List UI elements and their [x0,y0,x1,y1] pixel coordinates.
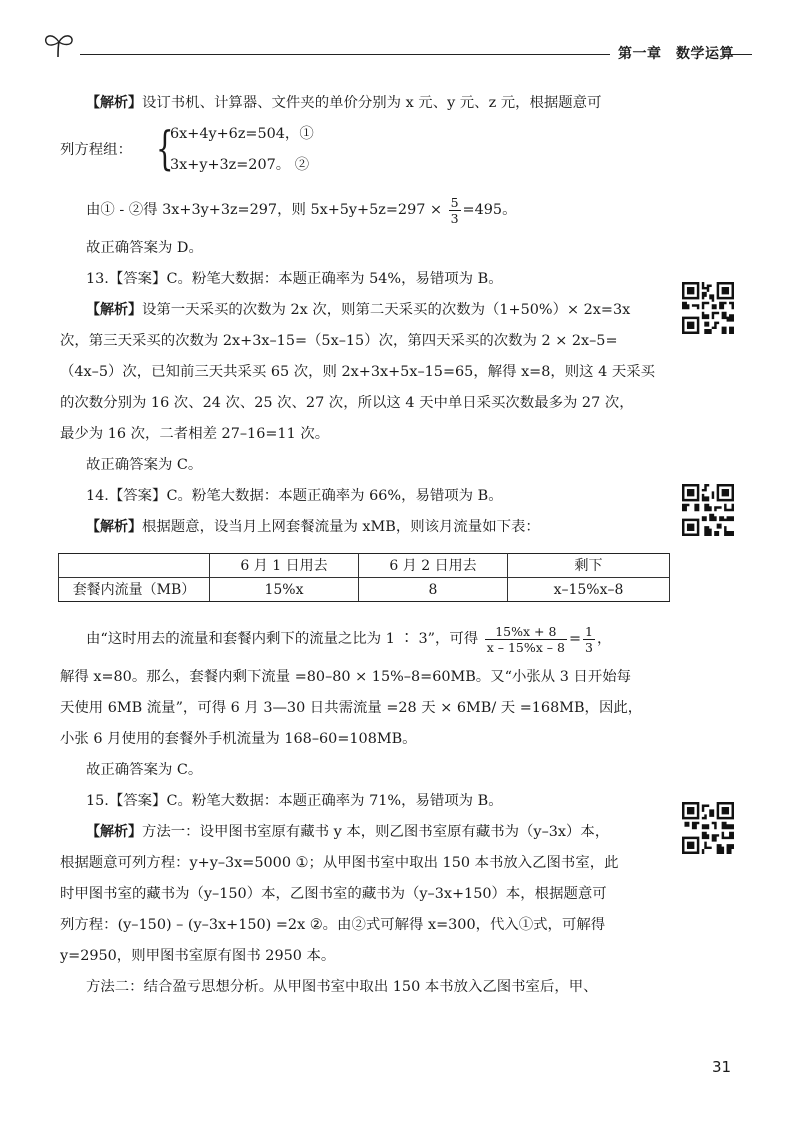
q14-answer: 14.【答案】C。粉笔大数据：本题正确率为 66%，易错项为 B。 [86,488,503,504]
header-rule-left [80,54,610,55]
q14-line-2: 解得 x=80。那么，套餐内剩下流量 =80–80 × 15%–8=60MB。又“小张从 3 日开始每 [60,669,631,685]
system-label: 列方程组： [60,142,132,158]
fraction-denominator: 3 [450,210,459,226]
q14-line-4: 小张 6 月使用的套餐外手机流量为 168–60=108MB。 [60,731,417,747]
equals-sign: = [568,631,582,647]
table-row [59,578,670,602]
table-cell: x–15%x–8 [508,578,670,602]
table-cell: 套餐内流量（MB） [59,578,210,602]
page-header [40,30,752,64]
traffic-table [58,553,670,602]
q13-line-2: 次，第三天采买的次数为 2x+3x–15=（5x–15）次，第四天采买的次数为 2 × 2x–5= [60,333,618,349]
q15-line-2: 根据题意可列方程：y+y–3x=5000 ①；从甲图书室中取出 150 本书放入乙图书室，此 [60,855,619,871]
page-number: 31 [712,1058,732,1076]
analysis-tag: 【解析】 [86,302,142,318]
q12-derivation [60,187,660,233]
q15-line-1: 方法一：设甲图书室原有藏书 y 本，则乙图书室原有藏书为（y–3x）本， [142,824,610,840]
ratio-text: 由“这时用去的流量和套餐内剩下的流量之比为 1 ∶ 3”，可得 [86,631,479,647]
q12-analysis-text: 设订书机、计算器、文件夹的单价分别为 x 元、y 元、z 元，根据题意可 [142,95,602,111]
one-third-fraction [583,624,595,655]
fraction-5-3 [449,195,461,226]
equation-1: 6x+4y+6z=504，① [170,126,314,142]
derivation-result: =495。 [462,202,517,218]
qr-code-icon[interactable] [682,484,734,536]
page-content [60,88,660,1003]
fraction-numerator: 5 [450,194,459,210]
q14-ratio-line [60,616,660,662]
sprout-icon [42,30,76,58]
fraction-numerator: 1 [585,623,593,639]
q14-line-3: 天使用 6MB 流量”，可得 6 月 3—30 日共需流量 =28 天 × 6MB/ 天 =168MB，因此， [60,700,643,716]
chapter-title: 第一章 数学运算 [618,46,734,62]
ratio-end: ， [596,631,612,647]
ratio-fraction [485,624,567,655]
table-cell: 8 [359,578,508,602]
q13-line-1: 设第一天采买的次数为 2x 次，则第二天采买的次数为（1+50%）× 2x=3x [142,302,631,318]
table-cell: 15%x [210,578,359,602]
analysis-tag: 【解析】 [86,519,142,535]
q13-conclusion: 故正确答案为 C。 [86,457,203,473]
traffic-table-wrap [60,553,660,602]
analysis-tag: 【解析】 [86,95,142,111]
q13-line-3: （4x–5）次，已知前三天共采买 65 次，则 2x+3x+5x–15=65，解得 x=8，则这 4 天采买 [60,364,656,380]
fraction-numerator: 15%x + 8 [485,624,567,640]
qr-code-icon[interactable] [682,282,734,334]
equation-2: 3x+y+3z=207。 ② [170,157,310,173]
table-header-cell: 剩下 [508,554,670,578]
q13-analysis-line [60,295,660,326]
q12-conclusion: 故正确答案为 D。 [86,240,203,256]
q15-analysis-line [60,817,660,848]
q15-line-3: 时甲图书室的藏书为（y–150）本，乙图书室的藏书为（y–3x+150）本，根据题意可 [60,886,607,902]
table-header-cell: 6 月 2 日用去 [359,554,508,578]
q15-answer: 15.【答案】C。粉笔大数据：本题正确率为 71%，易错项为 B。 [86,793,503,809]
equation-system [60,119,660,181]
qr-code-icon[interactable] [682,802,734,854]
q14-intro: 根据题意，设当月上网套餐流量为 xMB，则该月流量如下表： [142,519,540,535]
q15-method-2: 方法二：结合盈亏思想分析。从甲图书室中取出 150 本书放入乙图书室后，甲、 [86,979,598,995]
analysis-tag: 【解析】 [86,824,142,840]
brace-icon: { [156,121,174,175]
q14-analysis-line [60,512,660,543]
table-header-row [59,554,670,578]
fraction-denominator: x – 15%x – 8 [486,639,565,655]
q15-line-4: 列方程：(y–150) – (y–3x+150) =2x ②。由②式可解得 x=300，代入①式，可解得 [60,917,606,933]
q14-conclusion: 故正确答案为 C。 [86,762,203,778]
q15-line-5: y=2950，则甲图书室原有图书 2950 本。 [60,948,336,964]
q13-line-4: 的次数分别为 16 次、24 次、25 次、27 次，所以这 4 天中单日采买次数最多为 27 次， [60,395,634,411]
derivation-text: 由① - ②得 3x+3y+3z=297，则 5x+5y+5z=297 × [86,202,443,218]
q13-answer: 13.【答案】C。粉笔大数据：本题正确率为 54%，易错项为 B。 [86,271,503,287]
q12-analysis [60,88,660,119]
table-header-cell: 6 月 1 日用去 [210,554,359,578]
header-rule-right [726,54,752,55]
q13-line-5: 最少为 16 次，二者相差 27–16=11 次。 [60,426,330,442]
table-header-cell [59,554,210,578]
fraction-denominator: 3 [585,639,593,655]
